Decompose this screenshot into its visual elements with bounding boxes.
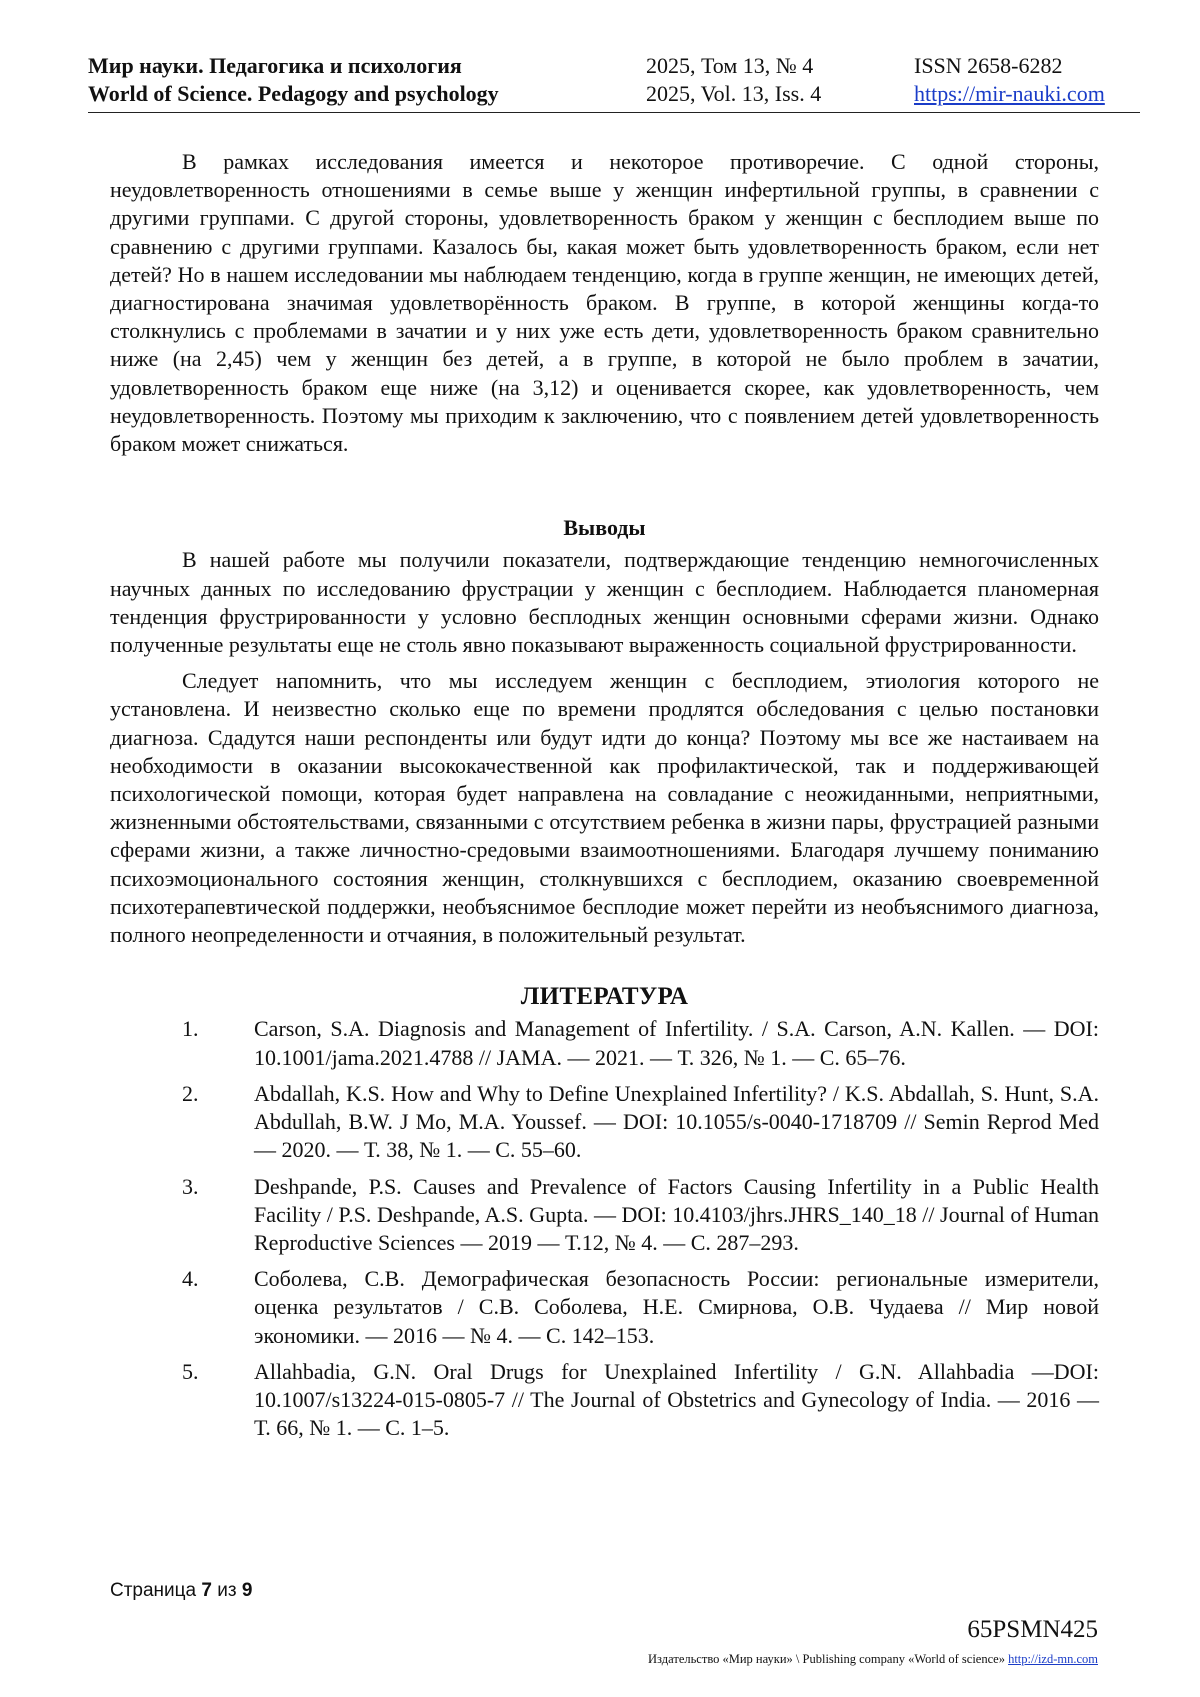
reference-list [110,1015,1099,1442]
issn: ISSN 2658-6282 [914,53,1063,78]
reference-number: 4. [182,1266,199,1292]
page-total: 9 [241,1580,253,1601]
literature-heading: ЛИТЕРАТУРА [520,983,689,1011]
page-current: 7 [201,1580,212,1601]
body-paragraph-2: В нашей работе мы получили показатели, подтверждающие тенденцию немногочисленных научных данных по исследованию фрустрации у женщин с бесплодием. Наблюдается планомерная тенденция фрустрированности у условно бесплодных женщин основными сферами жизни. Однако полученные результаты еще не столь явно показывают выраженность социальной фрустрированности. [110,547,1099,658]
article-body [110,148,1099,1450]
issue-en: 2025, Vol. 13, Iss. 4 [646,81,822,106]
body-paragraph-3: Следует напомнить, что мы исследуем женщин с бесплодием, этиология которого не установлена. И неизвестно сколько еще по времени продлятся обследования с целью постановки диагноза. Сдадутся наши респонденты или будут идти до конца? Поэтому мы все же настаиваем на необходимости в оказании высококачественной как профилактической, так и поддерживающей психологической помощи, которая будет направлена на совладание с неожиданными, неприятными, жизненными обстоятельствами, связанными с отсутствием ребенка в жизни пары, фрустрацией разными сферами жизни, а также личностно-средовыми взаимоотношениями. Благодаря лучшему пониманию психоэмоционального состояния женщин, столкнувшихся с бесплодием, оказанию своевременной психотерапевтической поддержки, необъяснимое бесплодие может перейти из необъяснимого диагноза, полного неопределенности и отчаяния, в положительный результат. [110,668,1099,948]
issn-block [914,52,1105,108]
page-word: Страница [110,1580,197,1601]
reference-text: Carson, S.A. Diagnosis and Management of Infertility. / S.A. Carson, A.N. Kallen. — DOI: 10.1001/jama.2021.4788 // JAMA. — 2021. — Т. 326, № 1. — С. 65–76. [254,1016,1099,1070]
reference-item [110,1265,1099,1350]
conclusions-heading: Выводы [563,515,646,541]
journal-title-en: World of Science. Pedagogy and psychology [88,81,499,106]
reference-item [110,1080,1099,1165]
reference-number: 1. [182,1016,199,1042]
publisher-text: Издательство «Мир науки» \ Publishing company «World of science» [648,1652,1005,1666]
body-paragraph-1: В рамках исследования имеется и некоторое противоречие. С одной стороны, неудовлетворенность отношениями в семье выше у женщин инфертильной группы, в сравнении с другими группами. С другой стороны, удовлетворенность браком у женщин с бесплодием выше по сравнению с другими группами. Казалось бы, какая может быть удовлетворенность браком, если нет детей? Но в нашем исследовании мы наблюдаем тенденцию, когда в группе женщин, не имеющих детей, диагностирована значимая удовлетворённость браком. В группе, в которой женщины когда-то столкнулись с проблемами в зачатии и у них уже есть дети, удовлетворенность браком сравнительно ниже (на 2,45) чем у женщин без детей, а в группе, в которой не было проблем в зачатии, удовлетворенность браком еще ниже (на 3,12) и оценивается скорее, как удовлетворенность, чем неудовлетворенность. Поэтому мы приходим к заключению, что с появлением детей удовлетворенность браком может снижаться. [110,149,1099,457]
journal-title-block [88,52,499,108]
reference-number: 5. [182,1358,199,1384]
issue-block [646,52,821,108]
reference-item [110,1173,1099,1258]
reference-text: Deshpande, P.S. Causes and Prevalence of Factors Causing Infertility in a Public Health Facility / P.S. Deshpande, A.S. Gupta. — DOI: 10.4103/jhrs.JHRS_140_18 // Journal of Human Reproductive Sciences — 2019 — Т.12, № 4. — С. 287–293. [254,1173,1099,1255]
journal-site-link[interactable]: https://mir-nauki.com [914,81,1105,106]
reference-text: Соболева, С.В. Демографическая безопасность России: региональные измерители, оценка результатов / С.В. Соболева, Н.Е. Смирнова, О.В. Чудаева // Мир новой экономики. — 2016 — № 4. — С. 142–153. [254,1266,1099,1348]
reference-item [110,1015,1099,1071]
article-code: 65PSMN425 [967,1616,1098,1643]
journal-title-ru: Мир науки. Педагогика и психология [88,53,462,78]
publisher-link[interactable]: http://izd-mn.com [1008,1652,1098,1666]
reference-number: 2. [182,1080,199,1106]
issue-ru: 2025, Том 13, № 4 [646,53,814,78]
reference-text: Allahbadia, G.N. Oral Drugs for Unexplained Infertility / G.N. Allahbadia —DOI: 10.1007/s13224-015-0805-7 // The Journal of Obstetrics and Gynecology of India. — 2016 — Т. 66, № 1. — С. 1–5. [254,1358,1099,1441]
publisher-line [648,1652,1098,1667]
reference-item [110,1358,1099,1443]
page-of: из [217,1580,237,1601]
reference-text: Abdallah, K.S. How and Why to Define Unexplained Infertility? / K.S. Abdallah, S. Hunt, S.A. Abdullah, B.W. J Mo, M.A. Youssef. — DOI: 10.1055/s-0040-1718709 // Semin Reprod Med — 2020. — Т. 38, № 1. — С. 55–60. [254,1080,1099,1163]
page-counter [110,1580,252,1602]
reference-number: 3. [182,1173,199,1199]
journal-header [88,50,1140,113]
